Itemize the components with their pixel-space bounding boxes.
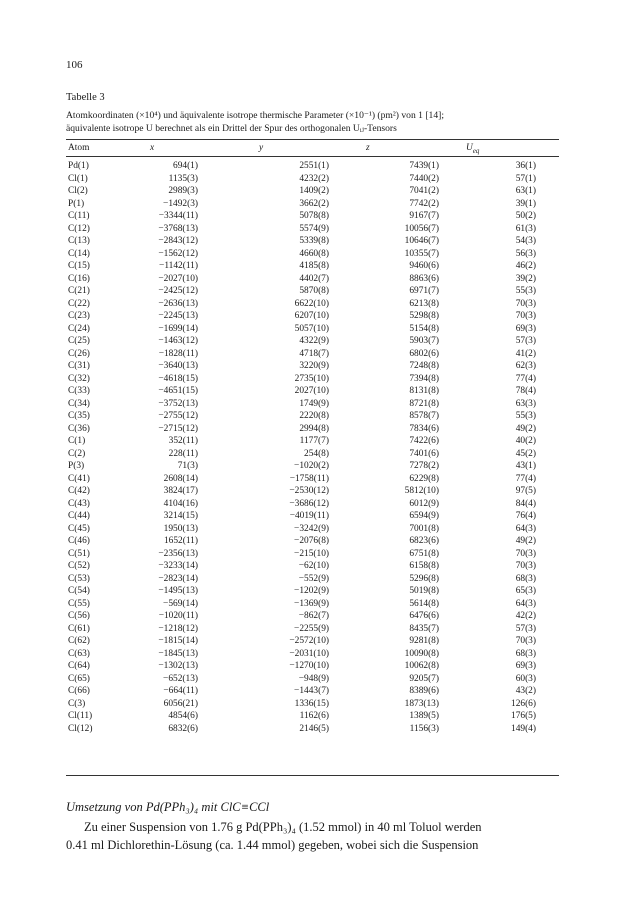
cell-atom: C(54) [68,586,90,596]
cell-atom: C(2) [68,448,86,459]
cell-x: 2989(3) [168,186,198,196]
cell-y: −1202(9) [294,586,329,596]
cell-u: 55(3) [515,411,536,421]
cell-atom: C(15) [68,261,90,271]
table-row [66,510,559,522]
cell-y: −215(10) [294,548,329,559]
cell-x: −1495(13) [158,586,198,596]
cell-y: 4718(7) [299,348,329,359]
cell-atom: C(65) [68,673,90,684]
cell-x: −3233(14) [158,561,198,571]
cell-x: −3640(13) [158,361,198,371]
cell-u: 70(3) [515,548,536,559]
cell-atom: C(45) [68,523,90,534]
cell-x: −1142(11) [159,261,198,271]
table-label: Tabelle 3 [66,92,105,103]
cell-z: 6751(8) [409,548,439,559]
cell-y: 6622(10) [294,298,329,309]
cell-z: 5812(10) [404,486,439,496]
caption-line-2: äquivalente isotrope U berechnet als ein Drittel der Spur des orthogonalen Uᵢⱼ-Tensors [66,122,397,134]
cell-u: 64(3) [515,523,536,534]
cell-y: 4402(7) [299,273,329,284]
cell-x: 71(3) [177,461,198,471]
table-row [66,160,559,172]
cell-y: −3686(12) [289,498,329,509]
cell-x: −1218(12) [158,623,198,634]
cell-atom: C(66) [68,686,90,696]
table-row [66,548,559,560]
table-row [66,273,559,285]
cell-x: 4854(6) [168,711,198,721]
header-atom: Atom [68,143,90,153]
cell-x: −4651(15) [158,386,198,396]
cell-atom: C(43) [68,498,90,509]
cell-u: 176(5) [511,711,536,721]
cell-x: −569(14) [163,598,198,609]
cell-atom: C(44) [68,511,90,521]
cell-y: 5078(8) [299,211,329,221]
header-ueq [466,142,479,157]
cell-z: 7834(6) [409,423,439,434]
cell-x: −3344(11) [158,211,198,221]
cell-u: 57(3) [515,336,536,346]
table-row [66,360,559,372]
cell-y: 4232(2) [299,173,329,184]
table-row [66,173,559,185]
cell-z: 5614(8) [409,598,439,609]
cell-u: 49(2) [515,423,536,434]
cell-u: 46(2) [515,261,536,271]
cell-u: 77(4) [515,373,536,384]
table-row [66,573,559,585]
cell-y: −1369(9) [294,598,329,609]
table-row [66,410,559,422]
table-row [66,223,559,235]
cell-atom: C(33) [68,386,90,396]
cell-atom: Cl(12) [68,723,93,734]
cell-atom: C(51) [68,548,90,559]
table-row [66,235,559,247]
cell-atom: C(46) [68,536,90,546]
cell-x: −2755(12) [158,411,198,421]
cell-u: 68(3) [515,573,536,584]
table-row [66,285,559,297]
cell-z: 8389(6) [409,686,439,696]
cell-x: 1652(11) [163,536,198,546]
header-x: x [150,143,155,153]
cell-u: 55(3) [515,286,536,296]
header-y: y [259,143,264,153]
header-z: z [366,143,370,153]
page-number: 106 [66,59,83,71]
table-row [66,210,559,222]
cell-y: 4660(8) [299,248,329,259]
table-row [66,560,559,572]
cell-z: 8131(8) [409,386,439,396]
table-row [66,698,559,710]
cell-z: 1389(5) [409,711,439,721]
table-row [66,635,559,647]
cell-u: 54(3) [515,236,536,246]
cell-x: −1463(12) [158,336,198,346]
cell-y: −2076(8) [294,536,329,546]
body-line-1: Zu einer Suspension von 1.76 g Pd(PPh₃)₄ (1.52 mmol) in 40 ml Toluol werden [84,820,482,834]
cell-atom: C(23) [68,311,90,321]
cell-x: 6056(21) [163,698,198,709]
cell-z: 6213(8) [409,298,439,309]
cell-z: 7041(2) [409,186,439,196]
table-row [66,435,559,447]
table-row [66,473,559,485]
table-header-rule [66,156,559,157]
cell-y: −2530(12) [289,486,329,496]
cell-y: 4185(8) [299,261,329,271]
cell-z: 5296(8) [409,573,439,584]
cell-z: 1156(3) [409,723,439,734]
table-row [66,373,559,385]
cell-y: 5057(10) [294,323,329,334]
cell-y: −2572(10) [289,636,329,646]
cell-u: 69(3) [515,661,536,671]
cell-atom: C(26) [68,348,90,359]
cell-z: 6158(8) [409,561,439,571]
cell-atom: C(32) [68,373,90,384]
cell-z: 10090(8) [404,648,439,659]
cell-u: 64(3) [515,598,536,609]
cell-y: 1409(2) [299,186,329,196]
cell-atom: C(1) [68,436,86,446]
cell-u: 63(1) [515,186,536,196]
table-row [66,398,559,410]
cell-x: −2356(13) [158,548,198,559]
table-row [66,348,559,360]
header-u-symbol: U [466,143,473,153]
cell-y: 2551(1) [299,161,329,171]
cell-x: −2715(12) [158,423,198,434]
cell-y: 3220(9) [299,361,329,371]
cell-z: 10646(7) [404,236,439,246]
cell-y: 3662(2) [299,198,329,209]
cell-x: −664(11) [163,686,198,696]
cell-atom: P(3) [68,461,85,471]
cell-y: −3242(9) [294,523,329,534]
cell-y: −62(10) [298,561,329,571]
cell-x: −2425(12) [158,286,198,296]
table-row [66,385,559,397]
table-bottom-rule [66,775,559,776]
cell-atom: Cl(1) [68,173,88,184]
cell-y: 1749(9) [299,398,329,409]
cell-atom: C(62) [68,636,90,646]
cell-z: 5903(7) [409,336,439,346]
cell-z: 6823(6) [409,536,439,546]
cell-y: 5574(9) [299,223,329,234]
cell-x: 3214(15) [163,511,198,521]
cell-u: 40(2) [515,436,536,446]
cell-y: −552(9) [298,573,329,584]
cell-atom: C(55) [68,598,90,609]
table-row [66,423,559,435]
cell-u: 68(3) [515,648,536,659]
table-row [66,460,559,472]
cell-z: 7422(6) [409,436,439,446]
cell-u: 78(4) [515,386,536,396]
cell-u: 65(3) [515,586,536,596]
table-row [66,298,559,310]
cell-atom: C(11) [68,211,90,221]
cell-y: −4019(11) [289,511,329,521]
table-row [66,260,559,272]
cell-x: −1845(13) [158,648,198,659]
table-row [66,648,559,660]
cell-z: 7394(8) [409,373,439,384]
cell-x: −1020(11) [158,611,198,621]
table-header-row [66,142,559,154]
cell-u: 76(4) [515,511,536,521]
cell-u: 84(4) [515,498,536,509]
cell-y: 4322(9) [299,336,329,346]
cell-z: 5154(8) [409,323,439,334]
cell-u: 149(4) [511,723,536,734]
cell-x: −3752(13) [158,398,198,409]
cell-z: 7248(8) [409,361,439,371]
cell-z: 6476(6) [409,611,439,621]
cell-y: 1336(15) [294,698,329,709]
cell-z: 7439(1) [409,161,439,171]
cell-atom: C(16) [68,273,90,284]
cell-z: 9167(7) [409,211,439,221]
cell-x: −2823(14) [158,573,198,584]
cell-x: −1699(14) [158,323,198,334]
cell-z: 7440(2) [409,173,439,184]
table-row [66,185,559,197]
cell-y: 2146(5) [299,723,329,734]
cell-u: 57(1) [515,173,536,184]
table-row [66,710,559,722]
cell-atom: C(14) [68,248,90,259]
cell-u: 57(3) [515,623,536,634]
cell-x: 2608(14) [163,473,198,484]
cell-y: 5339(8) [299,236,329,246]
cell-z: 7401(6) [409,448,439,459]
cell-x: −1562(12) [158,248,198,259]
cell-u: 43(2) [515,686,536,696]
cell-x: 352(11) [168,436,198,446]
cell-atom: C(22) [68,298,90,309]
cell-u: 41(2) [515,348,536,359]
cell-z: 7001(8) [409,523,439,534]
cell-z: 6229(8) [409,473,439,484]
cell-u: 70(3) [515,561,536,571]
cell-atom: C(12) [68,223,90,234]
cell-u: 45(2) [515,448,536,459]
cell-y: 5870(8) [299,286,329,296]
table-row [66,723,559,735]
table-row [66,198,559,210]
cell-u: 126(6) [511,698,536,709]
cell-z: 8721(8) [409,398,439,409]
body-paragraph [66,818,560,854]
table-row [66,685,559,697]
cell-x: −2027(10) [158,273,198,284]
cell-x: −2636(13) [158,298,198,309]
table-row [66,523,559,535]
cell-u: 39(1) [515,198,536,209]
cell-atom: C(3) [68,698,86,709]
cell-u: 36(1) [515,161,536,171]
table-row [66,335,559,347]
table-top-rule [66,139,559,140]
cell-y: 2220(8) [299,411,329,421]
cell-atom: C(53) [68,573,90,584]
cell-z: 6012(9) [409,498,439,509]
cell-atom: C(64) [68,661,90,671]
cell-u: 56(3) [515,248,536,259]
cell-y: −2031(10) [289,648,329,659]
cell-u: 42(2) [515,611,536,621]
cell-u: 69(3) [515,323,536,334]
cell-x: −3768(13) [158,223,198,234]
cell-atom: C(24) [68,323,90,334]
cell-atom: C(34) [68,398,90,409]
cell-atom: C(13) [68,236,90,246]
cell-x: 4104(16) [163,498,198,509]
cell-x: −1492(3) [163,198,198,209]
cell-y: −2255(9) [294,623,329,634]
cell-u: 60(3) [515,673,536,684]
cell-x: −4618(15) [158,373,198,384]
cell-x: −2245(13) [158,311,198,321]
cell-u: 70(3) [515,298,536,309]
cell-y: −1443(7) [294,686,329,696]
body-line-2: 0.41 ml Dichlorethin-Lösung (ca. 1.44 mmol) gegeben, wobei sich die Suspension [66,838,479,852]
cell-x: 6832(6) [168,723,198,734]
table-row [66,660,559,672]
cell-y: 2027(10) [294,386,329,396]
table-caption [66,110,558,135]
cell-y: −1270(10) [289,661,329,671]
cell-u: 62(3) [515,361,536,371]
section-heading: Umsetzung von Pd(PPh₃)₄ mit ClC≡CCl [66,800,270,814]
cell-z: 5019(8) [409,586,439,596]
cell-atom: C(31) [68,361,90,371]
cell-y: 2994(8) [299,423,329,434]
cell-z: 7742(2) [409,198,439,209]
cell-atom: C(63) [68,648,90,659]
cell-atom: P(1) [68,198,85,209]
cell-y: 1162(6) [299,711,329,721]
cell-y: −862(7) [298,611,329,621]
cell-x: −1302(13) [158,661,198,671]
cell-z: 10062(8) [404,661,439,671]
cell-y: 254(8) [304,448,329,459]
cell-z: 8435(7) [409,623,439,634]
caption-line-1: Atomkoordinaten (×10⁴) und äquivalente isotrope thermische Parameter (×10⁻¹) (pm²) von 1 [14]; [66,110,444,121]
cell-z: 1873(13) [404,698,439,709]
cell-x: −2843(12) [158,236,198,246]
cell-z: 8863(6) [409,273,439,284]
cell-x: −652(13) [163,673,198,684]
cell-atom: Pd(1) [68,161,89,171]
cell-x: 1135(3) [168,173,198,184]
cell-u: 97(5) [515,486,536,496]
table-row [66,448,559,460]
table-row [66,673,559,685]
cell-z: 6594(9) [409,511,439,521]
cell-z: 9281(8) [409,636,439,646]
cell-u: 63(3) [515,398,536,409]
cell-y: −948(9) [298,673,329,684]
cell-z: 7278(2) [409,461,439,471]
cell-atom: Cl(11) [68,711,93,721]
cell-atom: C(41) [68,473,90,484]
cell-y: −1758(11) [289,473,329,484]
table-row [66,598,559,610]
cell-z: 9205(7) [409,673,439,684]
cell-u: 49(2) [515,536,536,546]
cell-atom: Cl(2) [68,186,88,196]
cell-atom: C(61) [68,623,90,634]
cell-u: 61(3) [515,223,536,234]
cell-x: 3824(17) [163,486,198,496]
cell-u: 43(1) [515,461,536,471]
cell-atom: C(36) [68,423,90,434]
cell-u: 70(3) [515,311,536,321]
table-row [66,585,559,597]
cell-z: 9460(6) [409,261,439,271]
cell-atom: C(21) [68,286,90,296]
cell-atom: C(35) [68,411,90,421]
cell-z: 6802(6) [409,348,439,359]
cell-y: 6207(10) [294,311,329,321]
cell-atom: C(52) [68,561,90,571]
cell-x: 694(1) [173,161,198,171]
table-row [66,610,559,622]
cell-atom: C(42) [68,486,90,496]
header-u-subscript: eq [472,146,480,155]
table-row [66,323,559,335]
cell-x: −1828(11) [158,348,198,359]
table-row [66,535,559,547]
cell-z: 10056(7) [404,223,439,234]
cell-u: 50(2) [515,211,536,221]
cell-y: 2735(10) [294,373,329,384]
cell-y: 1177(7) [299,436,329,446]
cell-atom: C(56) [68,611,90,621]
cell-z: 8578(7) [409,411,439,421]
cell-u: 39(2) [515,273,536,284]
cell-x: 228(11) [168,448,198,459]
cell-u: 70(3) [515,636,536,646]
cell-y: −1020(2) [294,461,329,471]
table-row [66,485,559,497]
table-row [66,310,559,322]
cell-u: 77(4) [515,473,536,484]
table-row [66,498,559,510]
cell-z: 6971(7) [409,286,439,296]
table-row [66,623,559,635]
cell-atom: C(25) [68,336,90,346]
cell-z: 5298(8) [409,311,439,321]
cell-z: 10355(7) [404,248,439,259]
table-row [66,248,559,260]
cell-x: −1815(14) [158,636,198,646]
cell-x: 1950(13) [163,523,198,534]
